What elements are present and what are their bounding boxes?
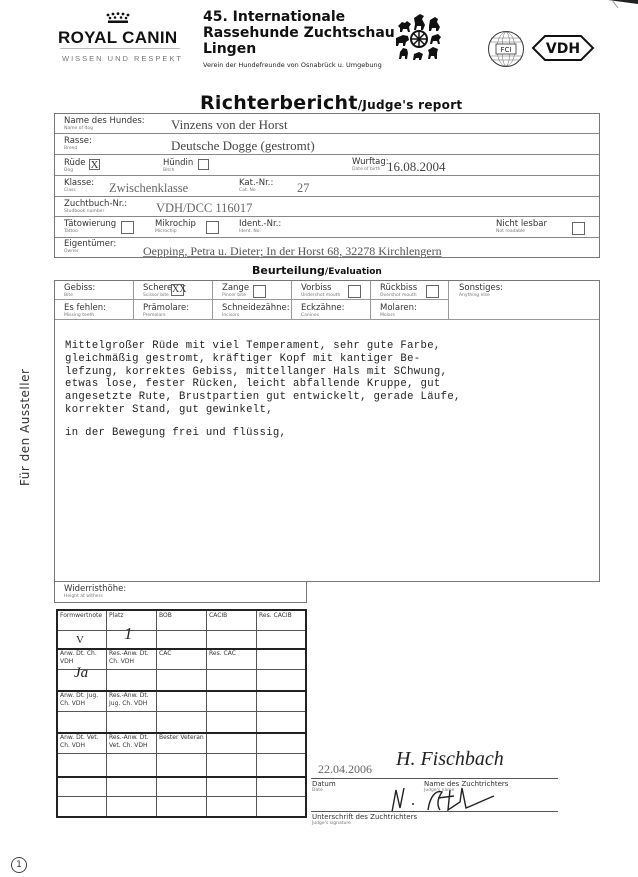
bite-label: Gebiss: Bite xyxy=(64,283,96,298)
microchip-label: Mikrochip Microchip xyxy=(155,219,196,234)
row-owner xyxy=(55,238,599,258)
grade-value[interactable]: V xyxy=(76,634,84,646)
undershot-label: Vorbiss Undershot mouth xyxy=(301,283,341,298)
dog-name-label: Name des Hundes: Name of dog xyxy=(64,116,145,131)
event-title xyxy=(203,9,395,57)
header-grade: Formwertnote xyxy=(60,612,103,619)
row-divider xyxy=(58,753,305,754)
event-organizer: Verein der Hundefreunde von Osnabrück u. Umgebung xyxy=(203,61,382,69)
scissor-bite-label: Schere Scissor bite xyxy=(143,283,173,298)
judge-report-text[interactable]: Mittelgroßer Rüde mit viel Temperament, sehr gute Farbe, gleichmäßig gestromt, kräftiger Kopf mit kantiger Be- lefzung, korrektes Gebiss, mittellanger Hals mit SChwung, etwas lose, fester Rücken, leicht abfallende Kruppe, gut angesetzte Rute, Brustpartien gut entwickelt, gerade Läufe, korrekter Stand, gut gewinkelt, xyxy=(65,340,461,416)
tattoo-checkbox[interactable] xyxy=(121,221,134,234)
not-readable-checkbox[interactable] xyxy=(572,222,585,235)
judge-name-label: Name des Zuchtrichters Judge's name xyxy=(424,780,509,793)
female-checkbox[interactable] xyxy=(198,159,209,170)
col-divider xyxy=(106,611,107,816)
overshot-label: Rückbiss Overshot mouth xyxy=(380,283,418,298)
sponsor-tagline: WISSEN UND RESPEKT xyxy=(62,54,184,63)
page-corner-mark xyxy=(608,0,638,12)
row-divider xyxy=(58,796,305,797)
withers-label: Widerristhöhe: Height at withers xyxy=(64,584,127,599)
class-field[interactable]: Zwischenklasse xyxy=(109,181,189,195)
incisors-cell xyxy=(213,300,292,320)
event-line-3: Lingen xyxy=(203,41,257,57)
award-res-anw-dt-jug-ch: Res.-Anw. Dt. Jug. Ch. VDH xyxy=(109,692,149,707)
header-bob: BOB xyxy=(159,612,172,619)
female-label: Hündin Bitch xyxy=(163,158,194,173)
pincer-bite-checkbox[interactable] xyxy=(253,285,266,298)
fci-logo xyxy=(487,30,525,68)
royal-canin-logo: ROYAL CANIN xyxy=(58,28,178,47)
birth-date-label: Wurftag: Date of birth xyxy=(352,157,389,172)
logo-divider xyxy=(60,48,180,49)
dog-info-form xyxy=(54,113,600,258)
award-res-cac: Res. CAC xyxy=(209,650,236,657)
judge-name-handwritten: H. Fischbach xyxy=(396,748,504,770)
male-label: Rüde Dog xyxy=(64,158,86,173)
dog-name-field[interactable]: Vinzens von der Horst xyxy=(171,117,288,132)
evaluation-title: Beurteilung/Evaluation xyxy=(252,264,382,277)
club-dogs-emblem-icon xyxy=(394,12,444,64)
premolars-label: Prämolare: Premolars xyxy=(143,303,190,318)
withers-box xyxy=(54,582,307,603)
tattoo-label: Tätowierung Tattoo xyxy=(64,219,117,234)
other-cell xyxy=(449,281,599,320)
not-readable-label: Nicht lesbar Not readable xyxy=(496,219,547,234)
studbook-label: Zuchtbuch-Nr.: Studbook number xyxy=(64,199,128,214)
date-label: Datum Date xyxy=(312,780,336,793)
male-checkbox[interactable]: X xyxy=(90,159,99,171)
col-divider xyxy=(206,611,207,816)
pincer-bite-label: Zange Pincer bite xyxy=(222,283,250,298)
canines-label: Eckzähne: Canines xyxy=(301,303,345,318)
other-label: Sonstiges: Anything else xyxy=(459,283,504,298)
page-number: 1 xyxy=(11,857,27,873)
undershot-checkbox[interactable] xyxy=(348,285,361,298)
row-sex-birth xyxy=(55,155,599,176)
microchip-checkbox[interactable] xyxy=(206,221,219,234)
scissor-bite-cell xyxy=(134,281,213,300)
award-res-anw-dt-vet-ch: Res.-Anw. Dt. Vet. Ch. VDH xyxy=(109,734,149,749)
report-title xyxy=(200,92,462,114)
signature-line xyxy=(311,811,558,812)
col-divider xyxy=(156,611,157,816)
incisors-label: Schneidezähne: Incisors xyxy=(222,303,290,318)
cat-no-field[interactable]: 27 xyxy=(297,181,310,195)
place-value[interactable]: 1 xyxy=(124,624,133,643)
vdh-logo-text: VDH xyxy=(545,41,581,57)
breed-label: Rasse: Breed xyxy=(64,136,92,151)
row-identification xyxy=(55,217,599,238)
canines-cell xyxy=(292,300,371,320)
pincer-bite-cell xyxy=(213,281,292,300)
owner-label: Eigentümer: Owner xyxy=(64,239,117,254)
handwritten-ja[interactable]: Ja xyxy=(74,665,89,681)
fci-logo-text: FCI xyxy=(500,46,512,54)
scissor-bite-checkbox[interactable]: XX xyxy=(172,284,187,295)
award-cac: CAC xyxy=(159,650,172,657)
row-dog-name xyxy=(55,114,599,134)
owner-field[interactable]: Oepping, Petra u. Dieter; In der Horst 68, 32278 Kirchlengern xyxy=(143,244,442,258)
header-res-cacib: Res. CACIB xyxy=(259,612,292,619)
row-class xyxy=(55,176,599,197)
judge-report-movement[interactable]: in der Bewegung frei und flüssig, xyxy=(65,427,287,439)
award-res-anw-dt-ch: Res.-Anw. Dt. Ch. VDH xyxy=(109,650,149,665)
side-label-exhibitor: Für den Aussteller xyxy=(18,368,32,486)
royal-canin-crown-icon xyxy=(103,12,133,24)
award-anw-dt-jug-ch: Anw. Dt. Jug. Ch. VDH xyxy=(60,692,99,707)
molars-cell xyxy=(371,300,449,320)
class-label: Klasse: Class xyxy=(64,178,95,193)
award-best-veteran: Bester Veteran xyxy=(159,734,204,741)
award-anw-dt-vet-ch: Anw. Dt. Vet. Ch. VDH xyxy=(60,734,99,749)
header-place: Platz xyxy=(109,612,124,619)
row-divider xyxy=(58,776,305,778)
overshot-checkbox[interactable] xyxy=(426,285,439,298)
event-line-1: 45. Internationale xyxy=(203,9,346,25)
vdh-logo xyxy=(531,34,595,62)
breed-field[interactable]: Deutsche Dogge (gestromt) xyxy=(171,138,315,153)
bite-cell xyxy=(55,281,134,300)
missing-teeth-label: Es fehlen: Missing teeth xyxy=(64,303,106,318)
judge-signature-label: Unterschrift des Zuchtrichters Judge's signature xyxy=(312,813,418,826)
report-title-main: Richterbericht xyxy=(200,92,358,114)
judging-date-field[interactable]: 22.04.2006 xyxy=(318,762,372,776)
report-title-sub: /Judge's report xyxy=(357,98,463,112)
awards-table xyxy=(56,609,307,818)
row-divider xyxy=(58,669,305,670)
event-line-2: Rassehunde Zuchtschau xyxy=(203,25,395,41)
premolars-cell xyxy=(134,300,213,320)
missing-teeth-cell xyxy=(55,300,134,320)
date-name-line xyxy=(311,778,558,779)
header-cacib: CACIB xyxy=(209,612,228,619)
cat-no-label: Kat.-Nr.: Cat. No xyxy=(239,178,274,193)
row-breed xyxy=(55,134,599,155)
studbook-field[interactable]: VDH/DCC 116017 xyxy=(156,201,253,215)
row-studbook xyxy=(55,197,599,217)
row-divider xyxy=(58,630,305,631)
birth-date-field[interactable]: 16.08.2004 xyxy=(387,159,446,174)
ident-no-label: Ident.-Nr.: Ident. No. xyxy=(239,219,282,234)
award-anw-dt-ch: Anw. Dt. Ch. VDH xyxy=(60,650,97,665)
col-divider xyxy=(256,611,257,816)
overshot-cell xyxy=(371,281,449,300)
undershot-cell xyxy=(292,281,371,300)
molars-label: Molaren: Molars xyxy=(380,303,417,318)
row-divider xyxy=(58,711,305,712)
